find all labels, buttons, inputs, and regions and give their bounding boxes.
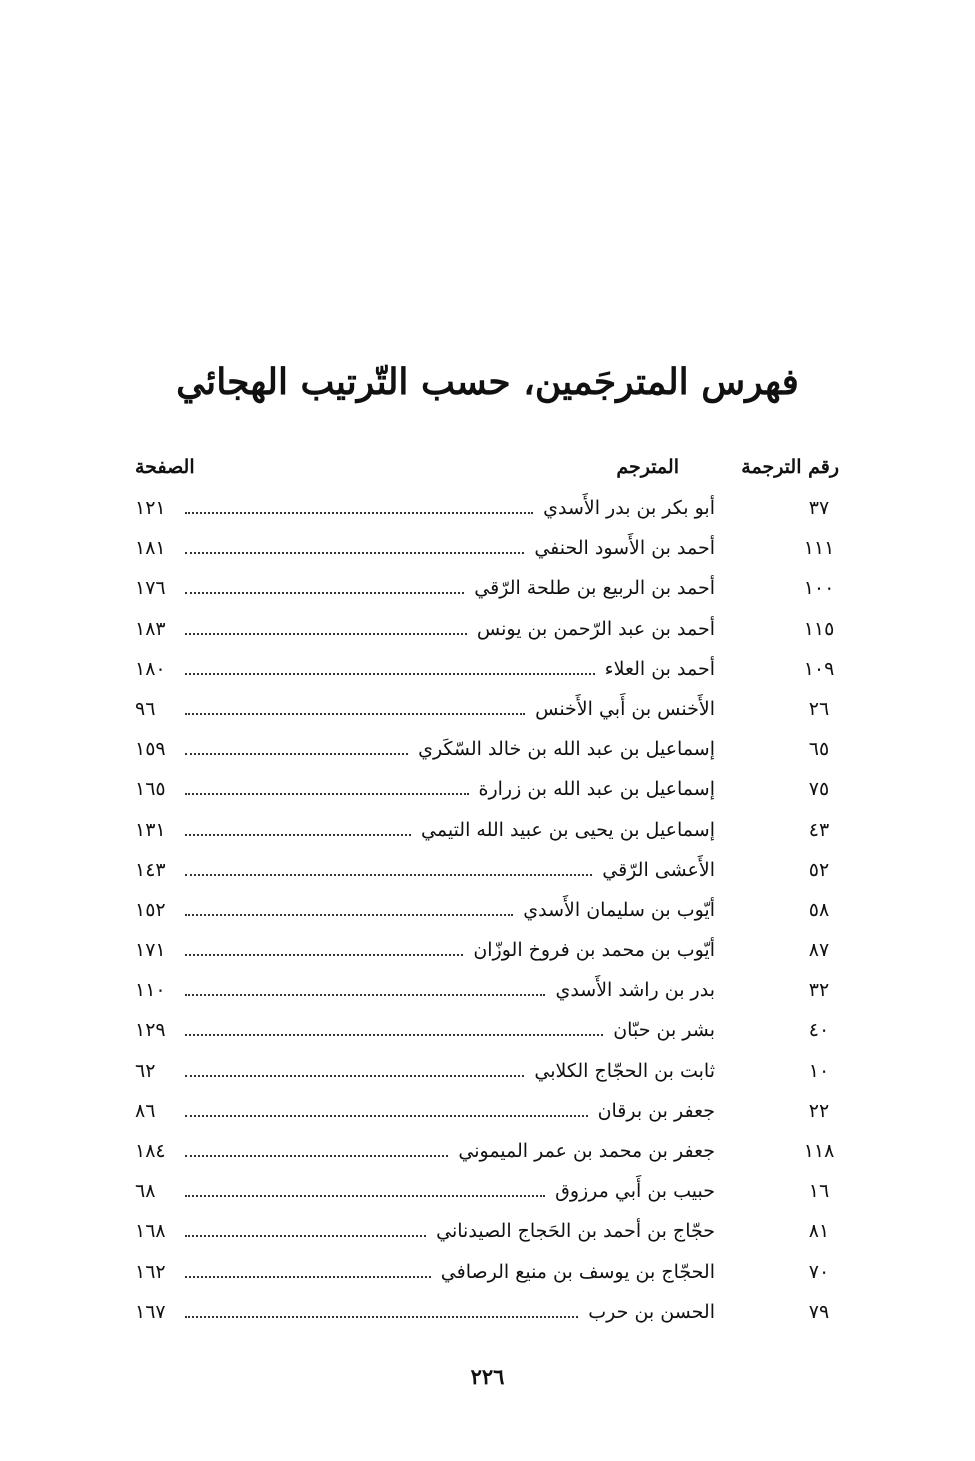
index-row [135, 769, 839, 809]
dot-leader [185, 1010, 603, 1036]
dot-leader [185, 970, 545, 996]
dot-leader [185, 1211, 426, 1237]
index-row [135, 1051, 839, 1091]
page-title: فهرس المترجَمين، حسب التّرتيب الهجائي [176, 361, 799, 403]
entry-page: ١٣١ [135, 818, 166, 841]
entry-name: جعفر بن محمد بن عمر الميموني [458, 1140, 715, 1162]
entry-page: ٨٦ [135, 1099, 156, 1122]
entry-leader [135, 810, 715, 850]
entry-page: ١٢٩ [135, 1019, 166, 1042]
dot-leader [185, 1171, 545, 1197]
entry-name: أحمد بن العلاء [604, 657, 715, 680]
index-row [135, 810, 839, 850]
entry-name: إسماعيل بن يحيى بن عبيد الله التيمي [421, 818, 715, 841]
entry-leader [135, 488, 715, 528]
dot-leader [185, 568, 464, 594]
index-row [135, 689, 839, 729]
dot-leader [185, 609, 467, 635]
entry-page: ١٦٨ [135, 1220, 166, 1243]
entry-page: ١٥٢ [135, 898, 166, 921]
dot-leader [185, 1091, 588, 1117]
entry-name: الأَعشى الرّقي [602, 858, 715, 881]
index-row [135, 1010, 839, 1050]
entry-number: ٢٦ [808, 697, 830, 720]
index-row [135, 850, 839, 890]
entry-name: أبو بكر بن بدر الأَسدي [543, 497, 715, 519]
dot-leader [185, 930, 463, 956]
entry-leader [135, 609, 715, 649]
index-row [135, 488, 839, 528]
entry-number: ١٠٠ [803, 577, 835, 600]
entry-name: إسماعيل بن عبد الله بن زرارة [478, 778, 715, 801]
dot-leader [185, 1252, 431, 1278]
entry-page: ١٨١ [135, 537, 166, 560]
entry-number: ١٠٩ [803, 657, 835, 680]
dot-leader [185, 729, 408, 755]
entry-leader [135, 649, 715, 689]
entry-number: ١٠ [808, 1059, 830, 1082]
entry-name: أيّوب بن سليمان الأَسدي [523, 898, 715, 921]
index-row [135, 1131, 839, 1171]
entry-leader [135, 1091, 715, 1131]
index-list [135, 488, 839, 1332]
entry-number: ٨٧ [808, 939, 830, 962]
entry-leader [135, 1292, 715, 1332]
entry-page: ١٥٩ [135, 738, 166, 761]
entry-number: ١١٨ [803, 1140, 835, 1162]
index-row [135, 930, 839, 970]
entry-name: الحسن بن حرب [588, 1300, 715, 1323]
entry-page: ١٧٦ [135, 577, 166, 600]
entry-name: ثابت بن الحجّاج الكلابي [534, 1059, 715, 1082]
column-header-page: الصفحة [135, 456, 195, 478]
entry-number: ٢٢ [808, 1099, 830, 1122]
column-header-row [135, 452, 839, 482]
entry-leader [135, 930, 715, 970]
entry-leader [135, 1252, 715, 1292]
entry-number: ٨١ [808, 1220, 830, 1243]
entry-number: ١١٥ [803, 617, 835, 640]
entry-page: ١٦٥ [135, 778, 166, 801]
entry-number: ٥٢ [808, 858, 830, 881]
index-row [135, 1171, 839, 1211]
entry-number: ٦٥ [808, 738, 830, 761]
index-row [135, 568, 839, 608]
entry-leader [135, 769, 715, 809]
entry-name: أحمد بن الربيع بن طلحة الرّقي [474, 577, 715, 600]
entry-number: ١٦ [808, 1180, 830, 1203]
entry-leader [135, 528, 715, 568]
column-header-name: المترجم [616, 456, 679, 478]
dot-leader [185, 689, 525, 715]
entry-page: ١٦٧ [135, 1300, 166, 1323]
entry-leader [135, 1010, 715, 1050]
dot-leader [185, 1292, 578, 1318]
index-row [135, 970, 839, 1010]
entry-number: ١١١ [803, 537, 835, 560]
dot-leader [185, 1051, 524, 1077]
dot-leader [185, 488, 533, 514]
entry-page: ١٨٣ [135, 617, 166, 640]
entry-leader [135, 1171, 715, 1211]
entry-leader [135, 689, 715, 729]
entry-page: ١١٠ [135, 979, 166, 1002]
entry-page: ١٢١ [135, 497, 166, 519]
entry-number: ٤٣ [808, 818, 830, 841]
entry-leader [135, 1131, 715, 1171]
index-row [135, 609, 839, 649]
entry-page: ١٧١ [135, 939, 166, 962]
entry-name: الأَخنس بن أَبي الأَخنس [535, 697, 715, 720]
entry-leader [135, 850, 715, 890]
entry-number: ٣٧ [808, 497, 830, 519]
index-row [135, 1211, 839, 1251]
entry-leader [135, 970, 715, 1010]
entry-number: ٧٩ [808, 1300, 830, 1323]
entry-number: ٥٨ [808, 898, 830, 921]
entry-name: حجّاج بن أحمد بن الحَجاج الصيدناني [436, 1220, 715, 1243]
entry-page: ١٦٢ [135, 1260, 166, 1283]
entry-leader [135, 1211, 715, 1251]
dot-leader [185, 769, 469, 795]
entry-number: ٤٠ [808, 1019, 830, 1042]
entry-number: ٧٥ [808, 778, 830, 801]
index-row [135, 649, 839, 689]
dot-leader [185, 810, 411, 836]
entry-page: ٦٨ [135, 1180, 156, 1203]
entry-leader [135, 729, 715, 769]
dot-leader [185, 528, 524, 554]
index-row [135, 729, 839, 769]
dot-leader [185, 649, 595, 675]
entry-page: ٩٦ [135, 697, 156, 720]
entry-name: بدر بن راشد الأَسدي [555, 979, 715, 1002]
index-row [135, 890, 839, 930]
entry-page: ١٤٣ [135, 858, 166, 881]
entry-name: الحجّاج بن يوسف بن منيع الرصافي [440, 1260, 715, 1283]
entry-name: بشر بن حبّان [613, 1019, 715, 1042]
entry-page: ٦٢ [135, 1059, 156, 1082]
dot-leader [185, 1131, 448, 1157]
page-number: ٢٢٦ [470, 1364, 505, 1389]
entry-name: أحمد بن عبد الرّحمن بن يونس [476, 617, 715, 640]
entry-page: ١٨٤ [135, 1140, 166, 1162]
entry-number: ٣٢ [808, 979, 830, 1002]
entry-name: أيّوب بن محمد بن فروخ الوزّان [473, 939, 715, 962]
entry-name: حبيب بن أَبي مرزوق [555, 1180, 715, 1203]
entry-page: ١٨٠ [135, 657, 166, 680]
dot-leader [185, 890, 513, 916]
entry-name: جعفر بن برقان [597, 1099, 715, 1122]
index-row [135, 1091, 839, 1131]
column-header-number: رقم الترجمة [741, 456, 839, 478]
entry-leader [135, 568, 715, 608]
index-row [135, 528, 839, 568]
entry-name: أحمد بن الأَسود الحنفي [534, 537, 715, 560]
dot-leader [185, 850, 592, 876]
index-row [135, 1252, 839, 1292]
index-row [135, 1292, 839, 1332]
entry-name: إسماعيل بن عبد الله بن خالد السّكَري [418, 738, 715, 761]
entry-leader [135, 1051, 715, 1091]
entry-leader [135, 890, 715, 930]
entry-number: ٧٠ [808, 1260, 830, 1283]
